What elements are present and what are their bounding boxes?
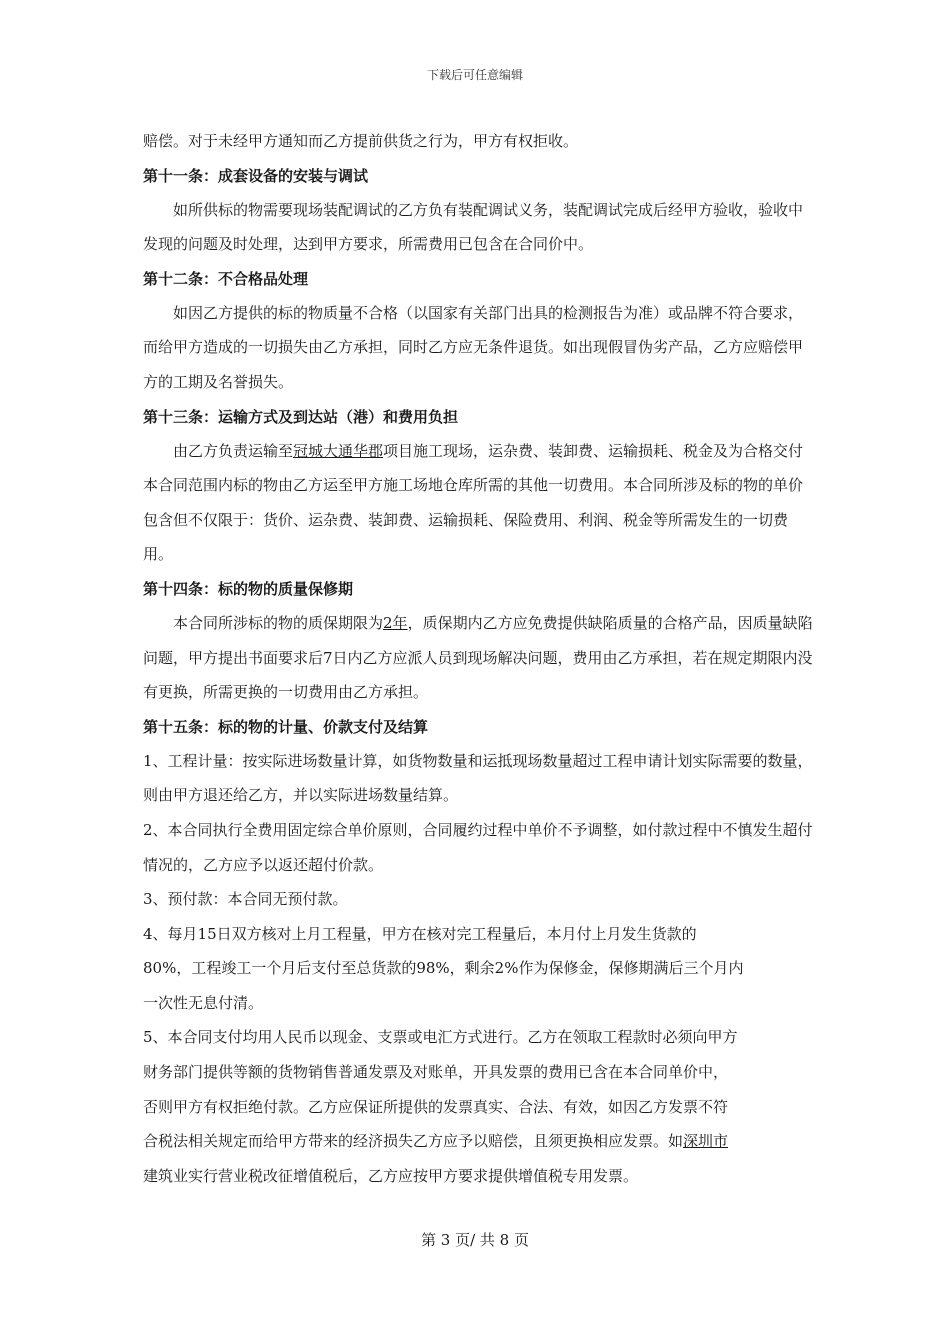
- article-13-text: [143, 434, 813, 572]
- article-15-item-4-line-3: 一次性无息付清。: [143, 993, 264, 1012]
- article-14-text-b: ，质保期内乙方应免费提供缺陷质量的合格产品，因质量缺陷问题，甲方提出书面要求后7日内乙方应派人员到现场解决问题，费用由乙方承担，若在规定期限内没有更换，所需更换的一切费用由乙方承担。: [143, 613, 813, 702]
- article-15-item-2: 2、本合同执行全费用固定综合单价原则，合同履约过程中单价不予调整，如付款过程中不慎发生超付情况的，乙方应予以返还超付价款。: [143, 820, 813, 874]
- article-15-item-5-line-1: 5、本合同支付均用人民币以现金、支票或电汇方式进行。乙方在领取工程款时必须向甲方: [143, 1028, 738, 1047]
- article-15-item-5-line-4: [143, 1124, 813, 1159]
- article-15-item-5-line-2: 财务部门提供等额的货物销售普通发票及对账单，开具发票的费用已含在本合同单价中，: [143, 1063, 729, 1082]
- article-15-item-5-line-4-text: 合税法相关规定而给甲方带来的经济损失乙方应予以赔偿，且须更换相应发票。如: [143, 1132, 684, 1151]
- article-15-title: 第十五条：标的物的计量、价款支付及结算: [143, 717, 429, 736]
- paragraph-continuation: 赔偿。对于未经甲方通知而乙方提前供货之行为，甲方有权拒收。: [143, 132, 579, 150]
- article-11-text: 如所供标的物需要现场装配调试的乙方负有装配调试义务，装配调试完成后经甲方验收，验收中发现的问题及时处理，达到甲方要求，所需费用已包含在合同价中。: [143, 200, 804, 254]
- warranty-period: 2年: [383, 613, 408, 632]
- page-number: 第 3 页/ 共 8 页: [421, 1231, 529, 1249]
- article-11-title: 第十一条：成套设备的安装与调试: [143, 166, 369, 185]
- contract-body: [143, 124, 813, 1193]
- article-14-text: [143, 606, 813, 710]
- article-12-text: 如因乙方提供的标的物质量不合格（以国家有关部门出具的检测报告为准）或品牌不符合要求，而给甲方造成的一切损失由乙方承担，同时乙方应无条件退货。如出现假冒伪劣产品，乙方应赔偿甲方的工期及名誉损失。: [143, 303, 804, 391]
- article-13-text-a: 由乙方负责运输至: [173, 441, 294, 460]
- article-15-item-5-line-3: 否则甲方有权拒绝付款。乙方应保证所提供的发票真实、合法、有效，如因乙方发票不符: [143, 1097, 729, 1116]
- article-14-title: 第十四条：标的物的质量保修期: [143, 579, 354, 598]
- project-name: 冠城大通华郡: [293, 441, 384, 460]
- article-13-title: 第十三条：运输方式及到达站（港）和费用负担: [143, 407, 459, 426]
- article-13-text-b: 项目施工现场，运杂费、装卸费、运输损耗、税金及为合格交付本合同范围内标的物由乙方运至甲方施工场地仓库所需的其他一切费用。本合同所涉及标的物的单价包含但不仅限于：货价、运杂费、装卸费、运输损耗、保险费用、利润、税金等所需发生的一切费用。: [143, 441, 804, 564]
- article-15-item-1: 1、工程计量：按实际进场数量计算，如货物数量和运抵现场数量超过工程申请计划实际需要的数量，则由甲方退还给乙方，并以实际进场数量结算。: [143, 751, 813, 805]
- article-15-item-3: 3、预付款：本合同无预付款。: [143, 890, 348, 909]
- article-15-item-5-line-5: 建筑业实行营业税改征增值税后，乙方应按甲方要求提供增值税专用发票。: [143, 1166, 639, 1185]
- article-14-text-a: 本合同所涉标的物的质保期限为: [173, 613, 384, 632]
- article-15-item-4-line-2: 80%，工程竣工一个月后支付至总货款的98%，剩余2%作为保修金，保修期满后三个月内: [143, 959, 744, 978]
- page-header: 下载后可任意编辑: [426, 68, 523, 82]
- article-15-item-4-line-1: 4、每月15日双方核对上月工程量，甲方在核对完工程量后，本月付上月发生货款的: [143, 924, 697, 943]
- article-12-title: 第十二条：不合格品处理: [143, 269, 309, 288]
- city-name: 深圳市: [683, 1132, 729, 1151]
